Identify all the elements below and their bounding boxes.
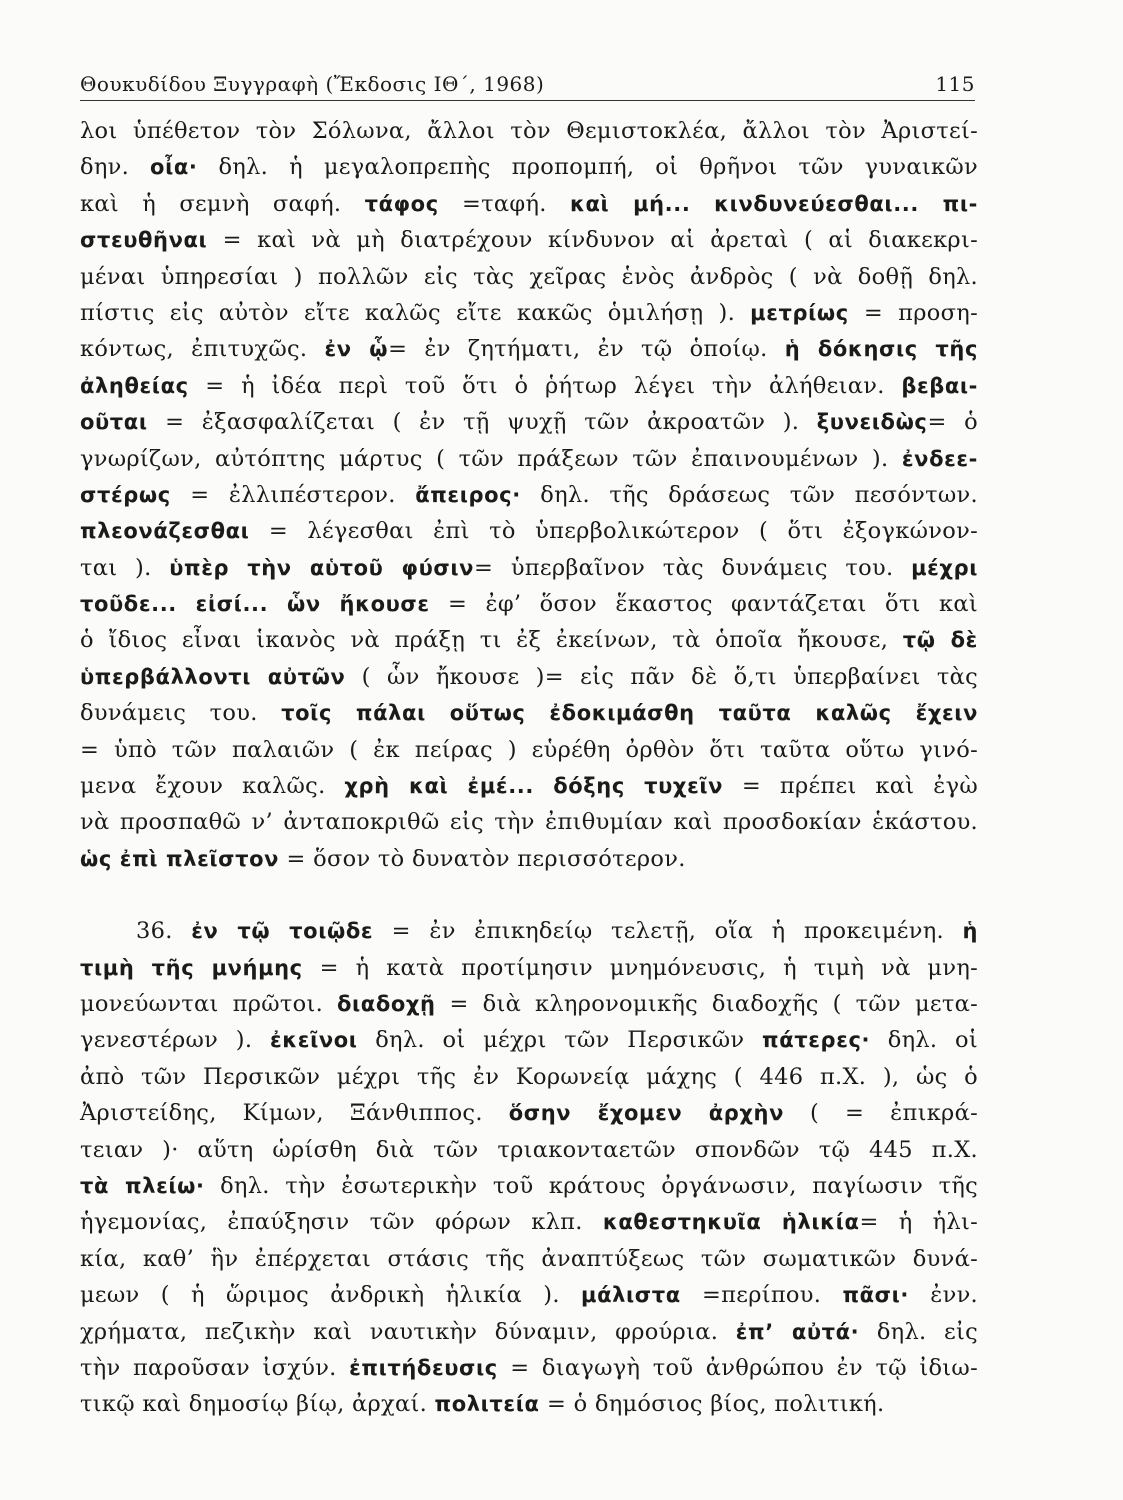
- text-line: [80, 113, 978, 149]
- gloss-text: =περίπου.: [680, 1282, 843, 1309]
- lemma: ἄπειρος·: [415, 482, 521, 507]
- gloss-text: τὴν παροῦσαν ἰσχύν.: [80, 1354, 350, 1381]
- text-line: [80, 186, 978, 222]
- text-line: [80, 477, 978, 513]
- gloss-text: = ὅσον τὸ δυνατὸν περισσότερον.: [279, 845, 686, 872]
- gloss-text: μενα ἔχουν καλῶς.: [80, 773, 345, 800]
- gloss-text: ἡγεμονίας, ἐπαύξησιν τῶν φόρων κλπ.: [80, 1209, 603, 1236]
- text-line: [80, 732, 978, 768]
- lemma: ἀληθείας: [80, 373, 189, 398]
- gloss-text: ἐνν.: [909, 1282, 979, 1309]
- gloss-text: = ἡ ἡλι-: [859, 1209, 979, 1236]
- text-line: [80, 1132, 978, 1168]
- gloss-text: καὶ ἡ σεμνὴ σαφή.: [80, 190, 365, 217]
- lemma: μετρίως: [750, 300, 849, 325]
- gloss-text: 36.: [136, 918, 192, 945]
- lemma: τιμὴ τῆς μνήμης: [80, 955, 303, 980]
- lemma: πᾶσι·: [842, 1283, 909, 1308]
- gloss-text: = ἐφ’ ὅσον ἕκαστος φαντάζεται ὅτι καὶ: [429, 591, 978, 618]
- lemma: τὰ πλείω·: [80, 1173, 205, 1198]
- gloss-text: =ταφή.: [438, 190, 570, 217]
- text-line: [80, 1204, 978, 1240]
- text-line: [80, 913, 978, 949]
- gloss-text: λοι ὑπέθετον τὸν Σόλωνα, ἄλλοι τὸν Θεμιστοκλέα, ἄλλοι τὸν Ἀριστεί-: [80, 118, 978, 144]
- gloss-text: = προση-: [848, 299, 978, 326]
- lemma: πολιτεία: [434, 1392, 540, 1417]
- text-line: [80, 295, 978, 331]
- gloss-text: = διὰ κληρονομικῆς διαδοχῆς ( τῶν μετα-: [435, 990, 978, 1017]
- lemma: στέρως: [80, 482, 171, 507]
- gloss-text: = ἐλλιπέστερον.: [170, 481, 416, 508]
- gloss-text: γνωρίζων, αὐτόπτης μάρτυς ( τῶν πράξεων τῶν ἐπαινουμένων ).: [80, 445, 902, 472]
- text-line: [80, 586, 978, 622]
- gloss-text: μέναι ὑπηρεσίαι ) πολλῶν εἰς τὰς χεῖρας ἑνὸς ἀνδρὸς ( νὰ δοθῇ δηλ.: [80, 263, 978, 290]
- text-line: [80, 513, 978, 549]
- lemma: μέχρι: [911, 555, 978, 580]
- text-line: [80, 950, 978, 986]
- lemma: ἡ: [962, 919, 978, 944]
- text-line: [80, 804, 978, 840]
- gloss-text: ἀπὸ τῶν Περσικῶν μέχρι τῆς ἐν Κορωνείᾳ μάχης ( 446 π.Χ. ), ὡς ὁ: [80, 1063, 978, 1090]
- lemma: βεβαι-: [901, 373, 978, 398]
- text-line: [80, 550, 978, 586]
- text-line: [80, 1386, 978, 1422]
- running-head-title: Θουκυδίδου Ξυγγραφὴ (Ἔκδοσις ΙΘ΄, 1968): [80, 72, 545, 96]
- gloss-text: = λέγεσθαι ἐπὶ τὸ ὑπερβολικώτερον ( ὅτι ἐξογκώνον-: [249, 518, 978, 545]
- lemma: χρὴ καὶ ἐμέ... δόξης τυχεῖν: [344, 774, 724, 799]
- lemma: ὑπερβάλλοντι αὐτῶν: [80, 664, 346, 689]
- gloss-text: = ἡ κατὰ προτίμησιν μνημόνευσις, ἡ τιμὴ νὰ μνη-: [302, 954, 978, 981]
- text-line: [80, 1241, 978, 1277]
- gloss-text: = ὑπὸ τῶν παλαιῶν ( ἐκ πείρας ) εὑρέθη ὀρθὸν ὅτι ταῦτα οὕτω γινό-: [80, 736, 978, 763]
- lemma: μάλιστα: [581, 1283, 681, 1308]
- lemma: ἡ δόκησις τῆς: [784, 337, 978, 362]
- gloss-text: = πρέπει καὶ ἐγὼ: [723, 773, 978, 800]
- gloss-text: = ἐξασφαλίζεται ( ἐν τῇ ψυχῇ τῶν ἀκροατῶν ).: [147, 409, 817, 436]
- text-line: [80, 222, 978, 258]
- lemma: ὡς ἐπὶ πλεῖστον: [80, 846, 280, 871]
- lemma: τοῦδε... εἰσί... ὧν ἤκουσε: [80, 592, 430, 617]
- gloss-text: Ἀριστείδης, Κίμων, Ξάνθιππος.: [80, 1100, 509, 1127]
- text-line: [80, 149, 978, 185]
- lemma: ὅσην ἔχομεν ἀρχὴν: [508, 1101, 784, 1126]
- book-page: [80, 0, 980, 1500]
- gloss-text: = ἡ ἰδέα περὶ τοῦ ὅτι ὁ ῥήτωρ λέγει τὴν ἀλήθειαν.: [188, 372, 902, 399]
- lemma: καὶ μή... κινδυνεύεσθαι... πι-: [570, 191, 978, 216]
- text-line: [80, 331, 978, 367]
- gloss-text: κία, καθ’ ἣν ἐπέρχεται στάσις τῆς ἀναπτύξεως τῶν σωματικῶν δυνά-: [80, 1245, 978, 1272]
- lemma: οἶα·: [150, 155, 198, 180]
- lemma: ἐπιτήδευσις: [349, 1355, 498, 1380]
- gloss-text: = ὑπερβαῖνον τὰς δυνάμεις του.: [474, 554, 912, 581]
- running-head: [80, 72, 975, 96]
- paragraph-gap: [80, 877, 978, 913]
- gloss-text: κόντως, ἐπιτυχῶς.: [80, 336, 325, 363]
- lemma: τάφος: [364, 191, 439, 216]
- lemma: ἐν ᾧ: [324, 337, 389, 362]
- commentary-text: [80, 113, 978, 1423]
- gloss-text: δηλ. οἱ: [870, 1027, 978, 1054]
- gloss-text: τειαν )· αὕτη ὡρίσθη διὰ τῶν τριακονταετῶν σπονδῶν τῷ 445 π.Χ.: [80, 1136, 978, 1163]
- gloss-text: δηλ. οἱ μέχρι τῶν Περσικῶν: [357, 1027, 763, 1054]
- text-line: [80, 1022, 978, 1058]
- gloss-text: ται ).: [80, 554, 170, 581]
- gloss-text: = ἐν ἐπικηδείῳ τελετῇ, οἵα ἡ προκειμένη.: [373, 918, 963, 945]
- gloss-text: νὰ προσπαθῶ ν’ ἀνταποκριθῶ εἰς τὴν ἐπιθυμίαν καὶ προσδοκίαν ἑκάστου.: [80, 809, 978, 836]
- lemma: τοῖς πάλαι οὕτως ἐδοκιμάσθη ταῦτα καλῶς ἔχειν: [281, 701, 978, 726]
- gloss-text: χρήματα, πεζικὴν καὶ ναυτικὴν δύναμιν, φρούρια.: [80, 1318, 736, 1345]
- lemma: ἐπ’ αὐτά·: [735, 1319, 860, 1344]
- lemma: ἐνδεε-: [901, 446, 978, 471]
- lemma: ἐν τῷ τοιῷδε: [191, 919, 374, 944]
- lemma: στευθῆναι: [80, 228, 208, 253]
- text-line: [80, 259, 978, 295]
- gloss-text: δηλ. εἰς: [859, 1318, 978, 1345]
- text-line: [80, 768, 978, 804]
- lemma: διαδοχῇ: [336, 991, 436, 1016]
- gloss-text: δηλ. ἡ μεγαλοπρεπὴς προπομπή, οἱ θρῆνοι τῶν γυναικῶν: [197, 154, 978, 181]
- lemma: πλεονάζεσθαι: [80, 519, 250, 544]
- gloss-text: μονεύωνται πρῶτοι.: [80, 990, 337, 1017]
- gloss-text: πίστις εἰς αὐτὸν εἴτε καλῶς εἴτε κακῶς ὁμιλήσῃ ).: [80, 299, 751, 326]
- text-line: [80, 1168, 978, 1204]
- lemma: καθεστηκυῖα ἡλικία: [602, 1210, 860, 1235]
- lemma: ἐκεῖνοι: [269, 1028, 358, 1053]
- gloss-text: = διαγωγὴ τοῦ ἀνθρώπου ἐν τῷ ἰδιω-: [497, 1354, 978, 1381]
- lemma: ὑπὲρ τὴν αὑτοῦ φύσιν: [169, 555, 475, 580]
- lemma: ξυνειδὼς: [816, 410, 928, 435]
- text-line: [80, 1314, 978, 1350]
- lemma: πάτερες·: [762, 1028, 871, 1053]
- text-line: [80, 1095, 978, 1131]
- gloss-text: = ὁ δημόσιος βίος, πολιτική.: [539, 1391, 885, 1418]
- text-line: [80, 368, 978, 404]
- gloss-text: = ὁ: [927, 409, 978, 436]
- text-line: [80, 986, 978, 1022]
- text-line: [80, 1277, 978, 1313]
- gloss-text: δυνάμεις του.: [80, 700, 282, 727]
- lemma: οῦται: [80, 410, 148, 435]
- gloss-text: μεων ( ἡ ὥριμος ἀνδρικὴ ἡλικία ).: [80, 1282, 582, 1309]
- header-rule: [80, 100, 975, 101]
- gloss-text: τικῷ καὶ δημοσίῳ βίῳ, ἀρχαί.: [80, 1391, 435, 1418]
- gloss-text: γενεστέρων ).: [80, 1027, 270, 1054]
- page-number: 115: [935, 72, 975, 96]
- gloss-text: ὁ ἴδιος εἶναι ἱκανὸς νὰ πράξῃ τι ἐξ ἐκείνων, τὰ ὁποῖα ἤκουσε,: [80, 627, 903, 654]
- text-line: [80, 404, 978, 440]
- text-line: [80, 695, 978, 731]
- gloss-text: ( = ἐπικρά-: [783, 1100, 978, 1127]
- gloss-text: = ἐν ζητήματι, ἐν τῷ ὁποίῳ.: [388, 336, 785, 363]
- gloss-text: ( ὧν ἤκουσε )= εἰς πᾶν δὲ ὅ,τι ὑπερβαίνει τὰς: [345, 663, 979, 690]
- text-line: [80, 1059, 978, 1095]
- gloss-text: δηλ. τὴν ἐσωτερικὴν τοῦ κράτους ὀργάνωσιν, παγίωσιν τῆς: [204, 1172, 978, 1199]
- gloss-text: = καὶ νὰ μὴ διατρέχουν κίνδυνον αἱ ἀρεταὶ ( αἱ διακεκρι-: [207, 227, 978, 254]
- text-line: [80, 659, 978, 695]
- gloss-text: δην.: [80, 154, 151, 181]
- gloss-text: δηλ. τῆς δράσεως τῶν πεσόντων.: [520, 481, 978, 508]
- text-line: [80, 441, 978, 477]
- lemma: τῷ δὲ: [902, 628, 978, 653]
- text-line: [80, 841, 978, 877]
- text-line: [80, 622, 978, 658]
- text-line: [80, 1350, 978, 1386]
